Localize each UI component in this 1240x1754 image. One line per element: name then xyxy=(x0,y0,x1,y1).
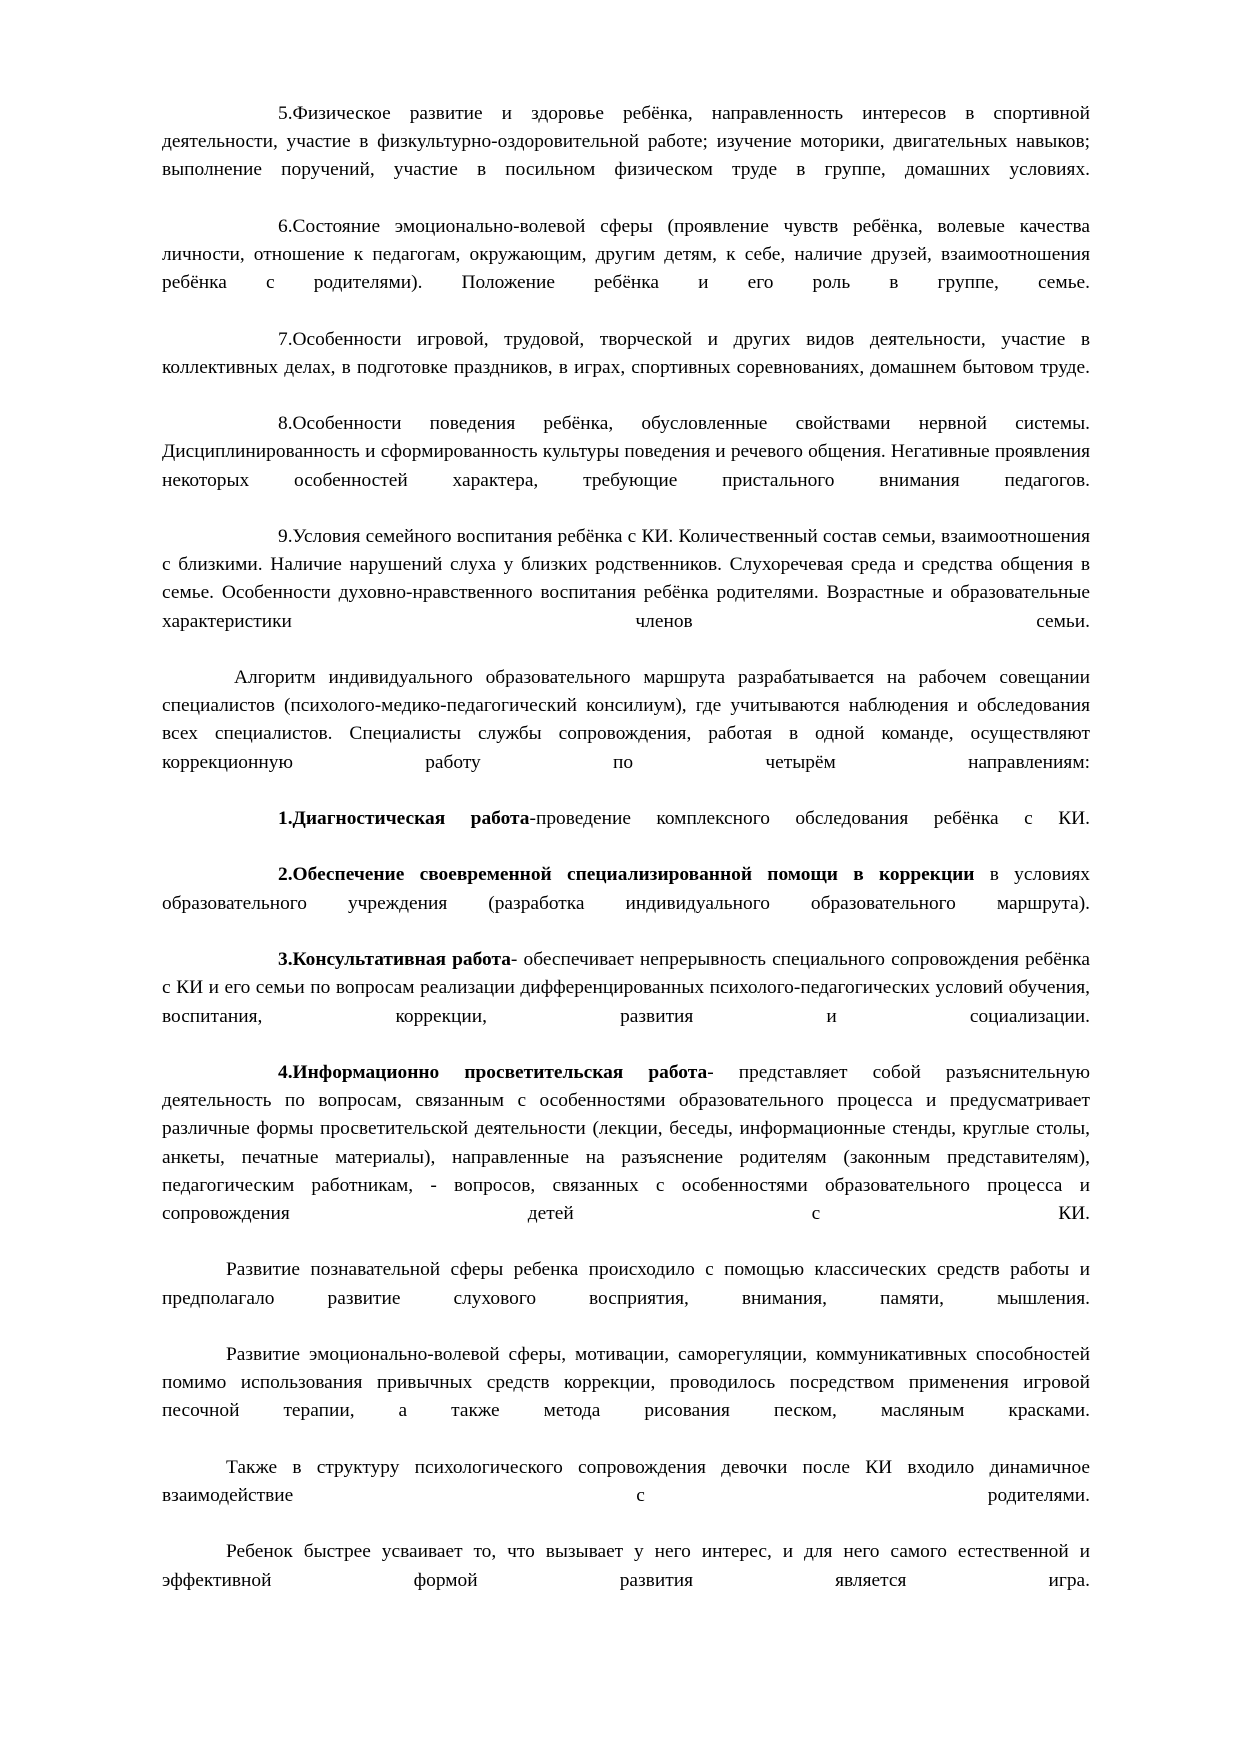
paragraph-emotional: Развитие эмоционально-волевой сферы, мотивации, саморегуляции, коммуникативных способностей помимо использования привычных средств коррекции, проводилось посредством применения игровой песочной терапии, а также метода рисования песком, масляным красками. xyxy=(162,1343,1090,1422)
direction-rest-4: - представляет собой разъяснительную деятельность по вопросам, связанным с особенностями образовательного процесса и предусматривает различные формы просветительской деятельности (лекции, беседы, информационные стенды, круглые столы, анкеты, печатные материалы), направленные на разъяснение родителям (законным представителям), педагогическим работникам, - вопросов, связанных с особенностями образовательного процесса и сопровождения детей с КИ. xyxy=(162,1061,1090,1224)
direction-marker-3: 3. xyxy=(278,949,293,971)
direction-rest-3: - обеспечивает непрерывность специального сопровождения ребёнка с КИ и его семьи по вопросам реализации дифференцированных психолого-педагогических условий обучения, воспитания, коррекции, развития и социализации. xyxy=(162,949,1090,1027)
item-text-5: Физическое развитие и здоровье ребёнка, направленность интересов в спортивной деятельности, участие в физкультурно-оздоровительной работе; изучение моторики, двигательных навыков; выполнение поручений, участие в посильном физическом труде в группе, домашних условиях. xyxy=(162,103,1090,181)
direction-rest-2: в условиях образовательного учреждения (разработка индивидуального образовательного маршрута). xyxy=(162,864,1091,914)
direction-marker-2: 2. xyxy=(278,864,293,886)
direction-item-2 xyxy=(162,861,1090,946)
item-text-6: Состояние эмоционально-волевой сферы (проявление чувств ребёнка, волевые качества личности, отношение к педагогам, окружающим, другим детям, к себе, наличие друзей, взаимоотношения ребёнка с родителями). Положение ребёнка и его роль в группе, семье. xyxy=(162,215,1090,294)
paragraph-child: Ребенок быстрее усваивает то, что вызывает у него интерес, и для него самого естественной и эффективной формой развития является игра. xyxy=(162,1541,1090,1591)
direction-marker-4: 4. xyxy=(278,1061,293,1083)
direction-rest-1: -проведение комплексного обследования ребёнка с КИ. xyxy=(529,808,1090,830)
item-text-9: Условия семейного воспитания ребёнка с КИ. Количественный состав семьи, взаимоотношения с близкими. Наличие нарушений слуха у близких родственников. Слухоречевая среда и средства общения в семье. Особенности духовно-нравственного воспитания ребёнка родителями. Возрастные и образовательные характеристики членов семьи. xyxy=(162,526,1090,632)
item-marker-6: 6. xyxy=(278,215,293,237)
numbered-item-5 xyxy=(162,100,1090,213)
paragraph-structure: Также в структуру психологического сопровождения девочки после КИ входило динамичное взаимодействие с родителями. xyxy=(162,1456,1090,1506)
paragraph-cognitive: Развитие познавательной сферы ребенка происходило с помощью классических средств работы и предполагало развитие слухового восприятия, внимания, памяти, мышления. xyxy=(162,1259,1090,1309)
item-marker-5: 5. xyxy=(278,103,293,124)
direction-lead-1: Диагностическая работа xyxy=(292,808,530,830)
document-body xyxy=(162,100,1090,1623)
direction-item-1 xyxy=(162,805,1090,861)
numbered-item-9 xyxy=(162,523,1090,664)
item-marker-8: 8. xyxy=(278,413,293,435)
direction-item-4 xyxy=(162,1059,1090,1256)
numbered-item-7 xyxy=(162,326,1090,411)
numbered-item-6 xyxy=(162,213,1090,326)
direction-marker-1: 1. xyxy=(278,808,293,830)
item-marker-7: 7. xyxy=(278,328,293,350)
direction-item-3 xyxy=(162,946,1090,1059)
direction-lead-3: Консультативная работа xyxy=(292,949,511,971)
item-text-7: Особенности игровой, трудовой, творческой и других видов деятельности, участие в коллективных делах, в подготовке праздников, в играх, спортивных соревнованиях, домашнем бытовом труде. xyxy=(162,328,1090,378)
paragraph-algorithm: Алгоритм индивидуального образовательного маршрута разрабатывается на рабочем совещании специалистов (психолого-медико-педагогический консилиум), где учитываются наблюдения и обследования всех специалистов. Специалисты службы сопровождения, работая в одной команде, осуществляют коррекционную работу по четырём направлениям: xyxy=(162,667,1090,773)
item-marker-9: 9. xyxy=(278,526,293,548)
direction-lead-4: Информационно просветительская работа xyxy=(292,1061,708,1083)
numbered-item-8 xyxy=(162,410,1090,523)
direction-lead-2: Обеспечение своевременной специализированной помощи в коррекции xyxy=(292,864,975,886)
item-text-8: Особенности поведения ребёнка, обусловленные свойствами нервной системы. Дисциплинированность и сформированность культуры поведения и речевого общения. Негативные проявления некоторых особенностей характера, требующие пристального внимания педагогов. xyxy=(162,413,1090,491)
